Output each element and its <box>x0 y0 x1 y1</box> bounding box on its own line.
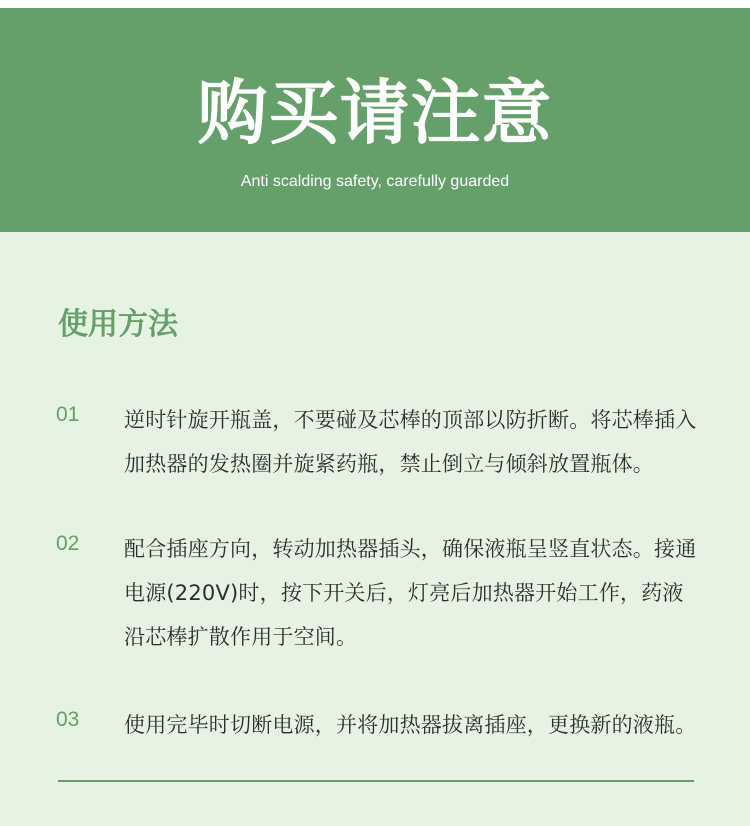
instruction-text: 逆时针旋开瓶盖，不要碰及芯棒的顶部以防折断。将芯棒插入加热器的发热圈并旋紧药瓶，禁止倒立与倾斜放置瓶体。 <box>124 408 697 476</box>
header-title: 购买请注意 <box>197 72 553 154</box>
instruction-number: 01 <box>56 403 80 426</box>
instruction-text: 使用完毕时切断电源，并将加热器拔离插座，更换新的液瓶。 <box>124 713 697 737</box>
header-banner <box>0 8 750 232</box>
header-subtitle: Anti scalding safety, carefully guarded <box>240 173 510 190</box>
instruction-number: 02 <box>56 532 80 555</box>
instruction-number: 03 <box>56 708 80 731</box>
instruction-text: 配合插座方向，转动加热器插头，确保液瓶呈竖直状态。接通电源(220V)时，按下开关后，灯亮后加热器开始工作，药液沿芯棒扩散作用于空间。 <box>124 537 697 649</box>
divider-line <box>58 780 694 782</box>
section-title: 使用方法 <box>58 307 178 342</box>
instructions-panel <box>0 232 750 826</box>
